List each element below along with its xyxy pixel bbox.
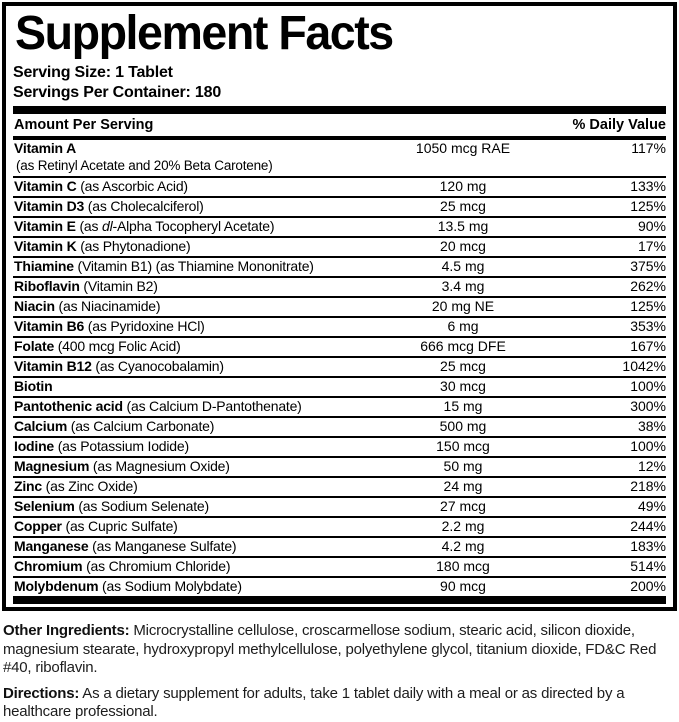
directions bbox=[3, 685, 676, 722]
nutrient-name: Niacin (as Niacinamide) bbox=[14, 298, 161, 314]
nutrient-daily-value: 117% bbox=[631, 140, 666, 156]
nutrient-daily-value: 133% bbox=[630, 178, 666, 194]
nutrient-name: Vitamin K (as Phytonadione) bbox=[14, 238, 191, 254]
nutrient-row bbox=[13, 238, 666, 258]
label-footer bbox=[3, 622, 676, 722]
nutrient-daily-value: 12% bbox=[637, 458, 666, 474]
nutrient-row bbox=[13, 298, 666, 318]
nutrient-row bbox=[13, 378, 666, 398]
nutrient-source-subline: (as Retinyl Acetate and 20% Beta Carotene) bbox=[16, 158, 273, 173]
divider-thick-top bbox=[13, 106, 666, 114]
nutrient-rows bbox=[13, 140, 666, 596]
other-ingredients-label: Other Ingredients: bbox=[3, 622, 130, 639]
serving-size: Serving Size: 1 Tablet bbox=[13, 64, 173, 81]
directions-label: Directions: bbox=[3, 684, 80, 702]
nutrient-name: Vitamin B6 (as Pyridoxine HCl) bbox=[14, 318, 205, 334]
nutrient-name: Vitamin E (as dl-Alpha Tocopheryl Acetate) bbox=[14, 218, 275, 234]
nutrient-amount: 20 mcg bbox=[440, 238, 486, 254]
servings-per-container: Servings Per Container: 180 bbox=[13, 84, 222, 101]
table-header bbox=[13, 114, 666, 136]
nutrient-daily-value: 300% bbox=[630, 398, 666, 414]
nutrient-daily-value: 200% bbox=[630, 578, 666, 594]
nutrient-daily-value: 125% bbox=[630, 198, 666, 214]
nutrient-daily-value: 375% bbox=[630, 258, 666, 274]
nutrient-daily-value: 218% bbox=[630, 478, 666, 494]
nutrient-row bbox=[13, 140, 666, 178]
nutrient-daily-value: 38% bbox=[637, 418, 666, 434]
nutrient-row bbox=[13, 398, 666, 418]
nutrient-amount: 30 mcg bbox=[440, 378, 486, 394]
nutrient-row bbox=[13, 358, 666, 378]
nutrient-name: Manganese (as Manganese Sulfate) bbox=[14, 538, 237, 554]
nutrient-name: Thiamine (Vitamin B1) (as Thiamine Mononitrate) bbox=[14, 258, 314, 274]
directions-text: As a dietary supplement for adults, take 1 tablet daily with a meal or as directed by a healthcare professional. bbox=[3, 684, 625, 720]
nutrient-row bbox=[13, 418, 666, 438]
nutrient-name: Selenium (as Sodium Selenate) bbox=[14, 498, 209, 514]
nutrient-amount: 13.5 mg bbox=[437, 218, 489, 234]
nutrient-amount: 180 mcg bbox=[436, 558, 490, 574]
nutrient-name: Iodine (as Potassium Iodide) bbox=[14, 438, 189, 454]
nutrient-row bbox=[13, 218, 666, 238]
nutrient-daily-value: 262% bbox=[630, 278, 666, 294]
nutrient-name: Vitamin B12 (as Cyanocobalamin) bbox=[14, 358, 224, 374]
nutrient-daily-value: 17% bbox=[637, 238, 666, 254]
nutrient-amount: 20 mg NE bbox=[431, 298, 495, 314]
nutrient-name: Pantothenic acid (as Calcium D-Pantothenate) bbox=[14, 398, 302, 414]
nutrient-amount: 15 mg bbox=[443, 398, 483, 414]
nutrient-daily-value: 353% bbox=[630, 318, 666, 334]
nutrient-row bbox=[13, 558, 666, 578]
nutrient-name: Vitamin C (as Ascorbic Acid) bbox=[14, 178, 188, 194]
nutrient-daily-value: 125% bbox=[630, 298, 666, 314]
nutrient-daily-value: 514% bbox=[630, 558, 666, 574]
nutrient-name: Calcium (as Calcium Carbonate) bbox=[14, 418, 215, 434]
nutrient-name: Folate (400 mcg Folic Acid) bbox=[14, 338, 181, 354]
nutrient-row bbox=[13, 458, 666, 478]
nutrient-row bbox=[13, 278, 666, 298]
nutrient-row bbox=[13, 538, 666, 558]
nutrient-row bbox=[13, 498, 666, 518]
nutrient-amount: 4.2 mg bbox=[441, 538, 485, 554]
column-header-amount: Amount Per Serving bbox=[14, 117, 154, 133]
nutrient-amount: 27 mcg bbox=[440, 498, 486, 514]
nutrient-daily-value: 244% bbox=[630, 518, 666, 534]
supplement-facts-panel bbox=[2, 2, 677, 611]
nutrient-name: Copper (as Cupric Sulfate) bbox=[14, 518, 178, 534]
nutrient-amount: 666 mcg DFE bbox=[420, 338, 506, 354]
nutrient-row bbox=[13, 438, 666, 458]
column-header-daily-value: % Daily Value bbox=[572, 117, 666, 133]
nutrient-name: Magnesium (as Magnesium Oxide) bbox=[14, 458, 230, 474]
nutrient-row bbox=[13, 478, 666, 498]
nutrient-amount: 6 mg bbox=[447, 318, 479, 334]
nutrient-name: Vitamin A bbox=[14, 140, 76, 156]
nutrient-daily-value: 100% bbox=[630, 438, 666, 454]
nutrient-name: Molybdenum (as Sodium Molybdate) bbox=[14, 578, 242, 594]
nutrient-amount: 120 mg bbox=[439, 178, 487, 194]
nutrient-daily-value: 1042% bbox=[622, 358, 666, 374]
panel-title: Supplement Facts bbox=[15, 7, 393, 60]
nutrient-daily-value: 183% bbox=[630, 538, 666, 554]
nutrient-row bbox=[13, 578, 666, 596]
other-ingredients bbox=[3, 622, 676, 678]
nutrient-name: Chromium (as Chromium Chloride) bbox=[14, 558, 231, 574]
nutrient-amount: 90 mcg bbox=[440, 578, 486, 594]
nutrient-daily-value: 90% bbox=[637, 218, 666, 234]
nutrient-row bbox=[13, 518, 666, 538]
nutrient-daily-value: 167% bbox=[630, 338, 666, 354]
nutrient-amount: 2.2 mg bbox=[441, 518, 485, 534]
nutrient-row bbox=[13, 198, 666, 218]
nutrient-name: Zinc (as Zinc Oxide) bbox=[14, 478, 138, 494]
nutrient-amount: 500 mg bbox=[439, 418, 487, 434]
nutrient-row bbox=[13, 258, 666, 278]
nutrient-amount: 24 mg bbox=[443, 478, 483, 494]
nutrient-daily-value: 100% bbox=[630, 378, 666, 394]
nutrient-name: Vitamin D3 (as Cholecalciferol) bbox=[14, 198, 204, 214]
nutrient-row bbox=[13, 318, 666, 338]
divider-thick-bottom bbox=[13, 596, 666, 604]
nutrient-row bbox=[13, 178, 666, 198]
nutrient-amount: 50 mg bbox=[443, 458, 483, 474]
nutrient-amount: 25 mcg bbox=[440, 198, 486, 214]
nutrient-name: Biotin bbox=[14, 378, 53, 394]
nutrient-amount: 1050 mcg RAE bbox=[415, 140, 511, 156]
nutrient-amount: 150 mcg bbox=[436, 438, 490, 454]
nutrient-amount: 25 mcg bbox=[440, 358, 486, 374]
other-ingredients-text: Microcrystalline cellulose, croscarmellose sodium, stearic acid, silicon dioxide, magnesium stearate, hydroxypropyl methylcellulose, polyethylene glycol, titanium dioxide, FD&C Red #40, riboflavin. bbox=[3, 622, 657, 676]
nutrient-amount: 4.5 mg bbox=[441, 258, 485, 274]
nutrient-row bbox=[13, 338, 666, 358]
nutrient-daily-value: 49% bbox=[637, 498, 666, 514]
nutrient-amount: 3.4 mg bbox=[441, 278, 485, 294]
nutrient-name: Riboflavin (Vitamin B2) bbox=[14, 278, 158, 294]
